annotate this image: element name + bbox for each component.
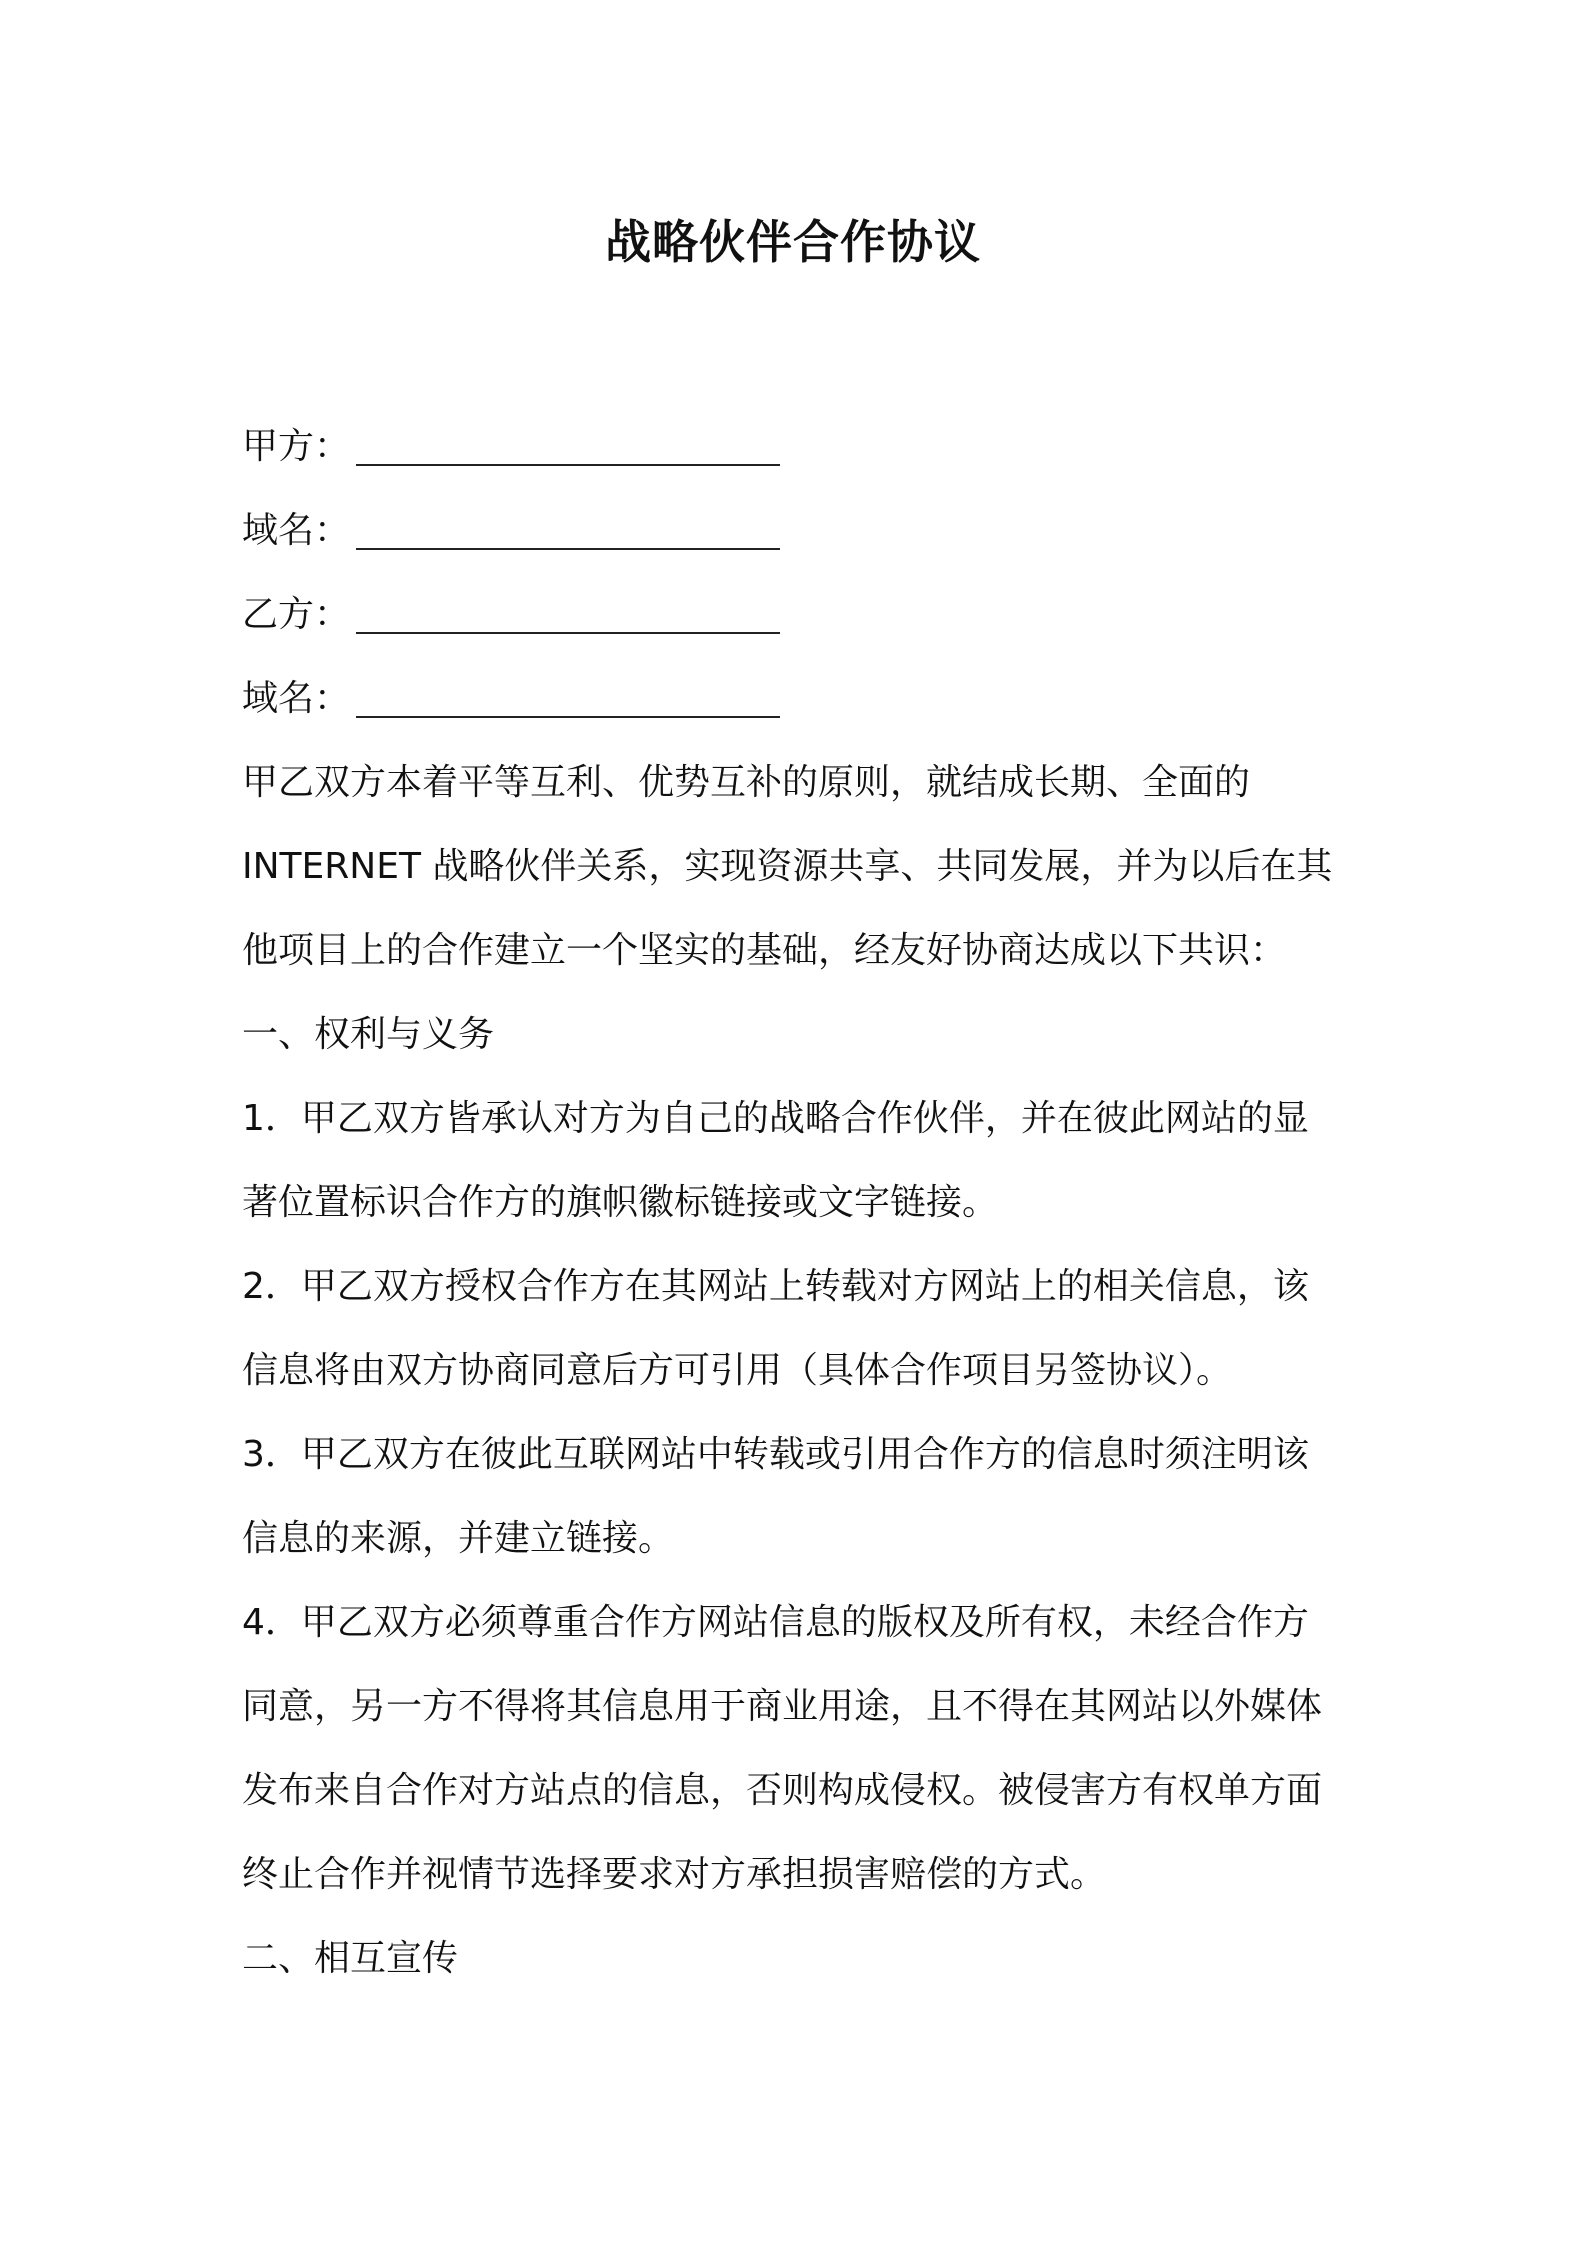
body-line: 1．甲乙双方皆承认对方为自己的战略合作伙伴，并在彼此网站的显 bbox=[242, 1098, 1309, 1139]
field-party-a bbox=[242, 405, 1362, 489]
fill-in-blank[interactable] bbox=[356, 716, 780, 718]
body-line: 他项目上的合作建立一个坚实的基础，经友好协商达成以下共识： bbox=[242, 930, 1287, 971]
body-line: 4．甲乙双方必须尊重合作方网站信息的版权及所有权，未经合作方 bbox=[242, 1602, 1309, 1643]
body-line: 信息将由双方协商同意后方可引用（具体合作项目另签协议）。 bbox=[242, 1350, 1233, 1391]
section-heading-promotion: 二、相互宣传 bbox=[242, 1938, 459, 1979]
field-domain-b bbox=[242, 657, 1362, 741]
field-label: 乙方： bbox=[242, 594, 351, 635]
field-label: 域名： bbox=[242, 678, 351, 719]
document-title: 战略伙伴合作协议 bbox=[605, 215, 981, 269]
fill-in-blank[interactable] bbox=[356, 632, 780, 634]
body-line: 著位置标识合作方的旗帜徽标链接或文字链接。 bbox=[242, 1182, 999, 1223]
body-line: 3．甲乙双方在彼此互联网站中转载或引用合作方的信息时须注明该 bbox=[242, 1434, 1309, 1475]
body-line: 终止合作并视情节选择要求对方承担损害赔偿的方式。 bbox=[242, 1854, 1107, 1895]
body-line: 甲乙双方本着平等互利、优势互补的原则，就结成长期、全面的 bbox=[242, 762, 1251, 803]
body-line: 信息的来源，并建立链接。 bbox=[242, 1518, 675, 1559]
field-party-b bbox=[242, 573, 1362, 657]
body-line: 发布来自合作对方站点的信息，否则构成侵权。被侵害方有权单方面 bbox=[242, 1770, 1323, 1811]
body-line: INTERNET 战略伙伴关系，实现资源共享、共同发展，并为以后在其 bbox=[242, 846, 1333, 887]
field-label: 域名： bbox=[242, 510, 351, 551]
field-domain-a bbox=[242, 489, 1362, 573]
fill-in-blank[interactable] bbox=[356, 464, 780, 466]
field-label: 甲方： bbox=[242, 426, 351, 467]
section-heading-rights: 一、权利与义务 bbox=[242, 1014, 495, 1055]
document-body bbox=[242, 405, 1362, 2001]
body-line: 同意，另一方不得将其信息用于商业用途，且不得在其网站以外媒体 bbox=[242, 1686, 1323, 1727]
fill-in-blank[interactable] bbox=[356, 548, 780, 550]
body-line: 2．甲乙双方授权合作方在其网站上转载对方网站上的相关信息，该 bbox=[242, 1266, 1309, 1307]
